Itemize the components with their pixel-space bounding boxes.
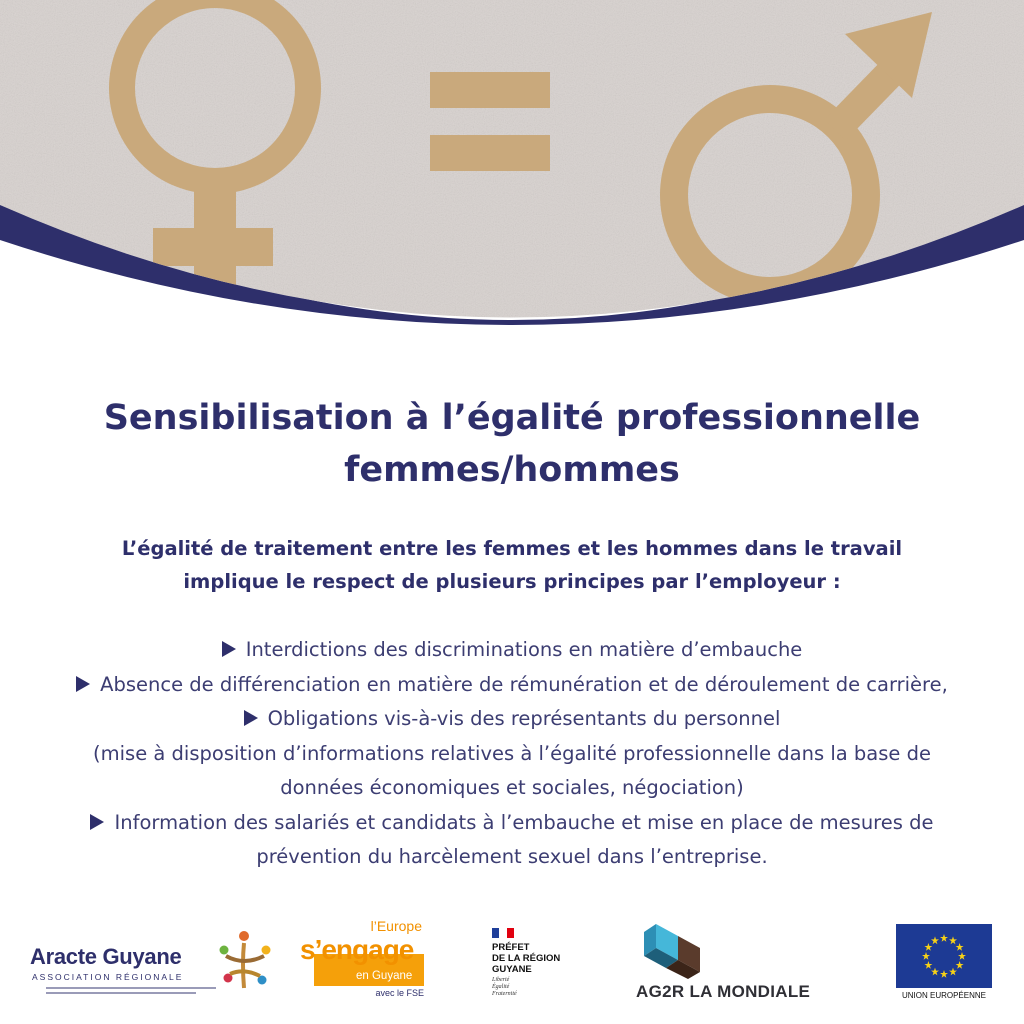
principle-item	[0, 633, 1024, 668]
prefet-motto-2: Égalité	[492, 984, 510, 990]
europe-engage-text: s’engage	[300, 934, 414, 965]
principle-note	[0, 771, 1024, 806]
intro-text	[0, 532, 1024, 598]
intro-line-1: L’égalité de traitement entre les femmes et les hommes dans le travail	[121, 537, 903, 560]
french-flag-icon	[492, 928, 514, 938]
intro-line-2: implique le respect de plusieurs principes par l’employeur :	[183, 570, 841, 593]
aracte-figures-icon	[214, 928, 274, 998]
principle-text: Interdictions des discriminations en matière d’embauche	[245, 638, 803, 661]
aracte-name: Aracte Guyane	[30, 944, 182, 969]
principle-item	[0, 668, 1024, 703]
union-europeenne-logo	[896, 924, 992, 1004]
principle-item	[0, 702, 1024, 737]
prefet-line-1: PRÉFET	[492, 942, 530, 953]
prefet-motto-3: Fraternité	[492, 991, 517, 997]
principle-item-continued	[0, 840, 1024, 875]
europe-region-text: en Guyane	[356, 970, 413, 982]
eu-name: UNION EUROPÉENNE	[901, 991, 986, 1000]
note-line-2: données économiques et sociales, négociation)	[280, 776, 744, 799]
principle-text: Obligations vis-à-vis des représentants du personnel	[267, 707, 781, 730]
europe-sengage-logo	[300, 918, 426, 1002]
europe-top-text: l’Europe	[370, 918, 422, 934]
page-title	[0, 392, 1024, 496]
hero-image	[0, 0, 1024, 360]
ag2r-la-mondiale-logo	[636, 922, 841, 1004]
triangle-bullet-icon	[76, 676, 90, 692]
note-line-1: (mise à disposition d’informations relatives à l’égalité professionnelle dans la base de	[93, 741, 931, 765]
principles-list	[0, 633, 1024, 875]
aracte-guyane-logo	[26, 928, 276, 1003]
venus-stem	[194, 178, 236, 360]
prefet-line-3: GUYANE	[492, 964, 532, 975]
principle-text: Information des salariés et candidats à l’embauche et mise en place de mesures de	[114, 810, 934, 834]
aracte-subtitle: ASSOCIATION RÉGIONALE	[32, 972, 184, 982]
title-line-2: femmes/hommes	[344, 450, 680, 490]
triangle-bullet-icon	[90, 814, 104, 830]
prefet-motto-1: Liberté	[492, 977, 510, 983]
principle-item	[0, 806, 1024, 841]
eu-flag-icon	[896, 924, 992, 988]
principle-note	[0, 737, 1024, 772]
principle-text: prévention du harcèlement sexuel dans l’entreprise.	[256, 845, 768, 868]
prefet-region-guyane-logo	[492, 928, 592, 1000]
ag2r-name: AG2R LA MONDIALE	[636, 982, 811, 1001]
prefet-line-2: DE LA RÉGION	[492, 953, 561, 964]
europe-fse-text: avec le FSE	[375, 988, 424, 998]
triangle-bullet-icon	[222, 641, 236, 657]
aracte-fine-print-decoration	[46, 986, 216, 995]
triangle-bullet-icon	[244, 710, 258, 726]
venus-crossbar	[153, 228, 273, 266]
principle-text: Absence de différenciation en matière de rémunération et de déroulement de carrière,	[100, 672, 948, 696]
title-line-1: Sensibilisation à l’égalité professionnelle	[103, 398, 921, 438]
ag2r-cubes-icon	[638, 922, 718, 980]
